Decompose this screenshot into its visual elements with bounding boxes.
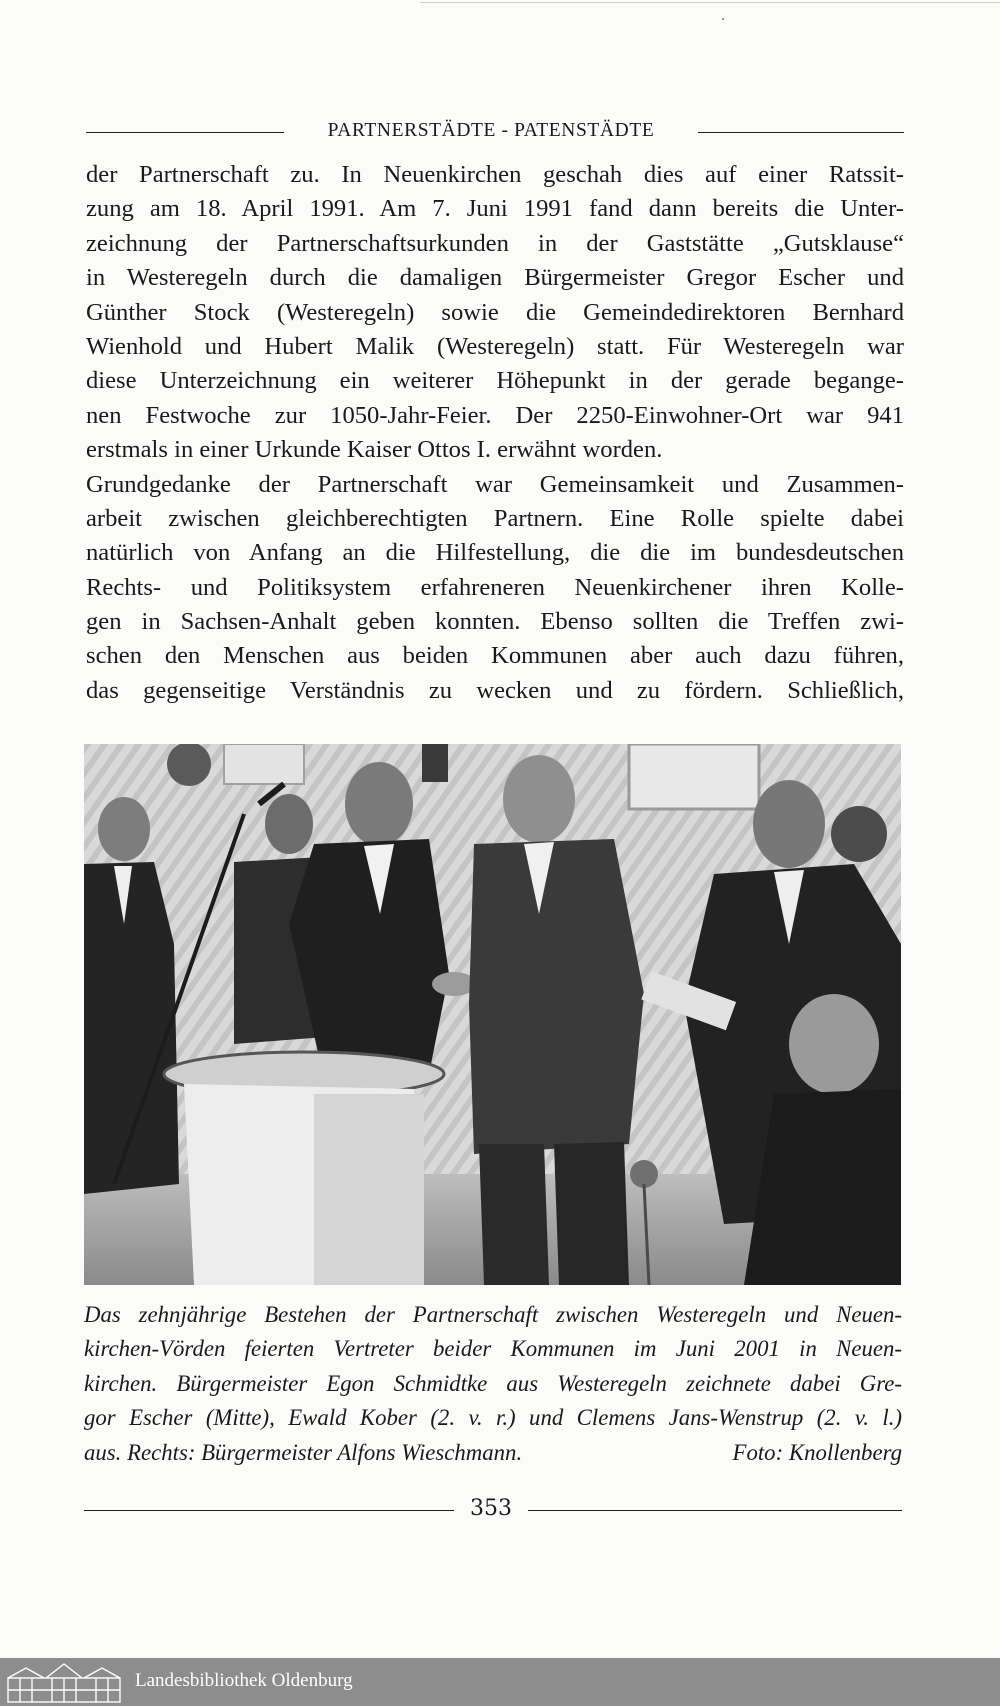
photo-credit: Foto: Knollenberg bbox=[732, 1439, 902, 1465]
caption-line-last bbox=[84, 1436, 902, 1470]
text-line: der Partnerschaft zu. In Neuenkirchen geschah dies auf einer Ratssit- bbox=[86, 161, 904, 188]
photo-caption bbox=[84, 1298, 902, 1470]
text-line: diese Unterzeichnung ein weiterer Höhepunkt in der gerade begange- bbox=[86, 367, 904, 395]
running-head bbox=[86, 120, 904, 148]
text-line: Grundgedanke der Partnerschaft war Gemeinsamkeit und Zusammen- bbox=[86, 470, 904, 498]
running-head-rule-right bbox=[698, 132, 904, 133]
footer-library-label: Landesbibliothek Oldenburg bbox=[135, 1670, 353, 1691]
text-line: Günther Stock (Westeregeln) sowie die Gemeindedirektoren Bernhard bbox=[86, 298, 904, 326]
scan-speck bbox=[722, 18, 724, 20]
text-line: Wienhold und Hubert Malik (Westeregeln) statt. Für Westeregeln war bbox=[86, 332, 904, 360]
caption-line: kirchen-Vörden feierten Vertreter beider Kommunen im Juni 2001 in Neuen- bbox=[84, 1336, 902, 1362]
running-head-rule-left bbox=[86, 132, 284, 133]
running-head-title: PARTNERSTÄDTE - PATENSTÄDTE bbox=[327, 120, 655, 141]
body-text bbox=[86, 158, 904, 708]
ceremony-photo bbox=[84, 744, 901, 1285]
page-number: 353 bbox=[470, 1496, 512, 1521]
text-line: natürlich von Anfang an die Hilfestellung, die die im bundesdeutschen bbox=[86, 539, 904, 567]
text-line: gen in Sachsen-Anhalt geben konnten. Ebenso sollten die Treffen zwi- bbox=[86, 608, 904, 636]
caption-line: kirchen. Bürgermeister Egon Schmidtke aus Westeregeln zeichnete dabei Gre- bbox=[84, 1370, 902, 1396]
library-footer-bar bbox=[0, 1658, 1000, 1706]
text-line: in Westeregeln durch die damaligen Bürgermeister Gregor Escher und bbox=[86, 264, 904, 292]
scan-edge-line bbox=[420, 2, 1000, 3]
text-line: arbeit zwischen gleichberechtigten Partnern. Eine Rolle spielte dabei bbox=[86, 504, 904, 532]
text-line: zeichnung der Partnerschaftsurkunden in der Gaststätte „Gutsklause“ bbox=[86, 229, 904, 257]
folio-rule-left bbox=[84, 1510, 454, 1511]
folio-rule-right bbox=[528, 1510, 902, 1511]
text-line: schen den Menschen aus beiden Kommunen aber auch dazu führen, bbox=[86, 642, 904, 670]
text-line: das gegenseitige Verständnis zu wecken und zu fördern. Schließlich, bbox=[86, 676, 904, 704]
text-line: erstmals in einer Urkunde Kaiser Ottos I. erwähnt worden. bbox=[86, 436, 663, 464]
page-folio bbox=[84, 1496, 902, 1526]
library-building-icon bbox=[6, 1660, 122, 1704]
text-line: nen Festwoche zur 1050-Jahr-Feier. Der 2250-Einwohner-Ort war 941 bbox=[86, 401, 904, 429]
caption-line: aus. Rechts: Bürgermeister Alfons Wieschmann. bbox=[84, 1439, 523, 1465]
caption-line: Das zehnjährige Bestehen der Partnerschaft zwischen Westeregeln und Neuen- bbox=[84, 1302, 902, 1327]
caption-line: gor Escher (Mitte), Ewald Kober (2. v. r.) und Clemens Jans-Wenstrup (2. v. l.) bbox=[84, 1405, 902, 1431]
text-line: Rechts- und Politiksystem erfahreneren Neuenkirchener ihren Kolle- bbox=[86, 573, 904, 601]
text-line: zung am 18. April 1991. Am 7. Juni 1991 fand dann bereits die Unter- bbox=[86, 195, 904, 223]
